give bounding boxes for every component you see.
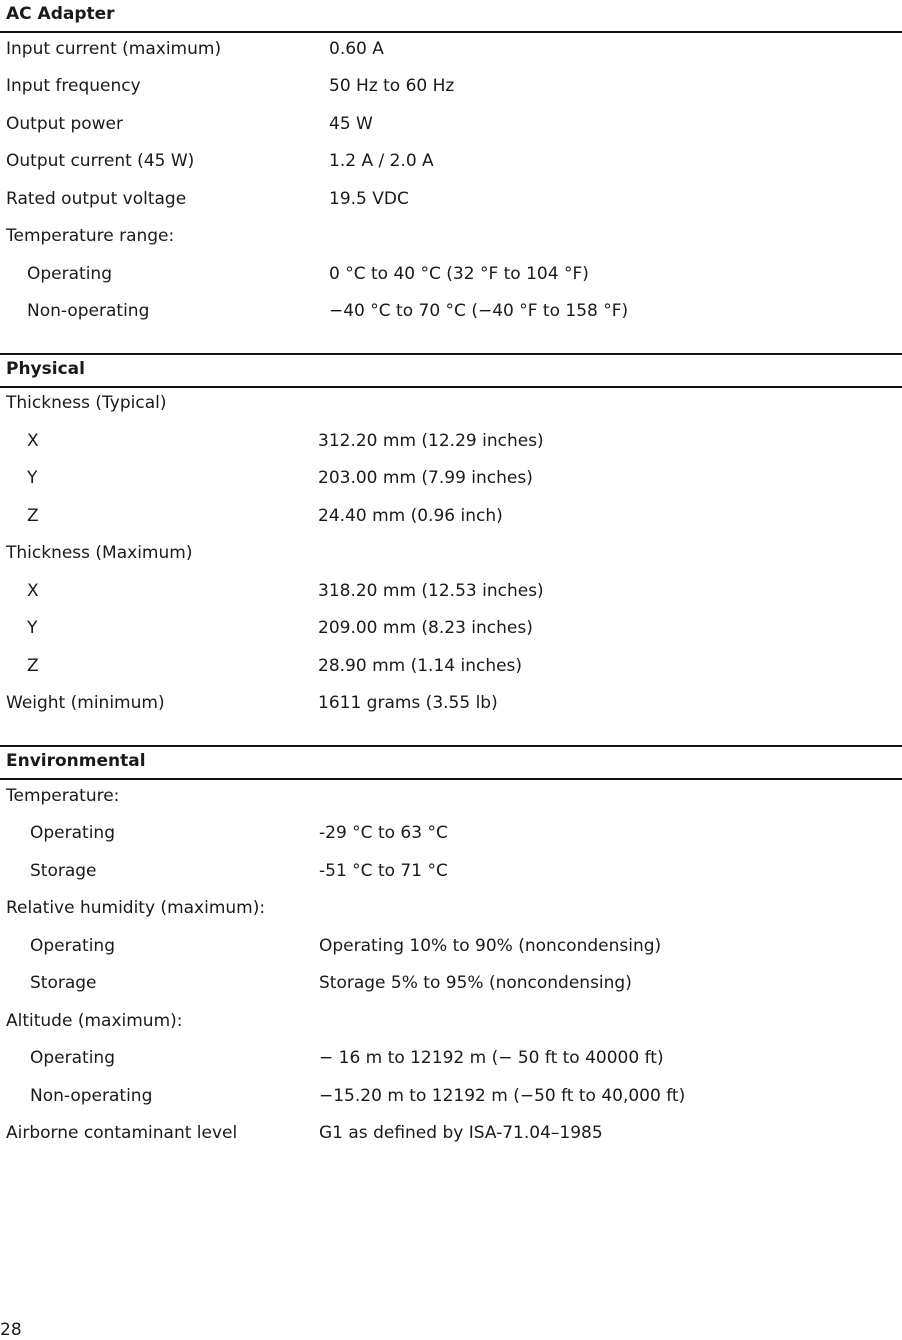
table-row: [0, 1122, 902, 1159]
row-label: Operating: [30, 823, 115, 843]
row-label: Non-operating: [27, 301, 150, 321]
row-value: 28.90 mm (1.14 inches): [318, 656, 523, 676]
table-row: [0, 263, 902, 300]
table-row: [0, 188, 902, 225]
row-label: Storage: [30, 973, 97, 993]
table-row: [0, 392, 902, 429]
table-row: [0, 1010, 902, 1047]
row-value: 0.60 A: [329, 39, 384, 59]
row-label: Operating: [27, 264, 112, 284]
table-row: [0, 1085, 902, 1122]
row-value: -29 °C to 63 °C: [319, 823, 448, 843]
row-label: X: [27, 581, 39, 601]
row-value: 45 W: [329, 114, 373, 134]
table-row: [0, 225, 902, 262]
row-label: Relative humidity (maximum):: [6, 898, 266, 918]
table-row: [0, 655, 902, 692]
table-row: [0, 1047, 902, 1084]
row-value: 1611 grams (3.55 lb): [318, 693, 498, 713]
table-row: [0, 785, 902, 822]
table-row: [0, 935, 902, 972]
row-label: Altitude (maximum):: [6, 1011, 183, 1031]
row-value: 1.2 A / 2.0 A: [329, 151, 434, 171]
row-label: Y: [27, 618, 38, 638]
table-row: [0, 113, 902, 150]
table-row: [0, 38, 902, 75]
row-label: Z: [27, 506, 39, 526]
row-label: Thickness (Maximum): [6, 543, 193, 563]
row-label: Temperature range:: [6, 226, 175, 246]
physical-rule: [0, 386, 902, 388]
table-row: [0, 75, 902, 112]
row-value: 203.00 mm (7.99 inches): [318, 468, 533, 488]
row-value: − 16 m to 12192 m (− 50 ft to 40000 ft): [319, 1048, 664, 1068]
table-row: [0, 505, 902, 542]
environmental-title: Environmental: [6, 751, 146, 771]
row-value: 50 Hz to 60 Hz: [329, 76, 455, 96]
page-number: 28: [0, 1320, 22, 1340]
row-label: Operating: [30, 1048, 115, 1068]
row-value: Storage 5% to 95% (noncondensing): [319, 973, 632, 993]
row-label: Temperature:: [6, 786, 120, 806]
row-value: 0 °C to 40 °C (32 °F to 104 °F): [329, 264, 589, 284]
row-value: −15.20 m to 12192 m (−50 ft to 40,000 ft): [319, 1086, 686, 1106]
row-label: Input frequency: [6, 76, 141, 96]
ac-adapter-rule: [0, 31, 902, 33]
row-value: 19.5 VDC: [329, 189, 409, 209]
row-label: Rated output voltage: [6, 189, 187, 209]
row-value: 318.20 mm (12.53 inches): [318, 581, 544, 601]
row-label: X: [27, 431, 39, 451]
row-label: Storage: [30, 861, 97, 881]
row-value: G1 as defined by ISA-71.04–1985: [319, 1123, 603, 1143]
table-row: [0, 860, 902, 897]
environmental-top-rule: [0, 745, 902, 747]
environmental-rule: [0, 778, 902, 780]
table-row: [0, 542, 902, 579]
table-row: [0, 972, 902, 1009]
table-row: [0, 150, 902, 187]
row-value: −40 °C to 70 °C (−40 °F to 158 °F): [329, 301, 629, 321]
ac-adapter-title: AC Adapter: [6, 4, 115, 24]
row-label: Thickness (Typical): [6, 393, 167, 413]
row-label: Operating: [30, 936, 115, 956]
row-value: 312.20 mm (12.29 inches): [318, 431, 544, 451]
row-label: Weight (minimum): [6, 693, 165, 713]
physical-top-rule: [0, 353, 902, 355]
table-row: [0, 897, 902, 934]
row-label: Airborne contaminant level: [6, 1123, 238, 1143]
table-row: [0, 430, 902, 467]
table-row: [0, 692, 902, 729]
table-row: [0, 467, 902, 504]
row-value: -51 °C to 71 °C: [319, 861, 448, 881]
table-row: [0, 617, 902, 654]
physical-title: Physical: [6, 359, 85, 379]
row-label: Output power: [6, 114, 123, 134]
row-label: Y: [27, 468, 38, 488]
row-value: Operating 10% to 90% (noncondensing): [319, 936, 662, 956]
row-label: Z: [27, 656, 39, 676]
row-label: Output current (45 W): [6, 151, 195, 171]
row-value: 24.40 mm (0.96 inch): [318, 506, 503, 526]
table-row: [0, 300, 902, 337]
row-label: Non-operating: [30, 1086, 153, 1106]
row-label: Input current (maximum): [6, 39, 222, 59]
table-row: [0, 580, 902, 617]
table-row: [0, 822, 902, 859]
row-value: 209.00 mm (8.23 inches): [318, 618, 533, 638]
